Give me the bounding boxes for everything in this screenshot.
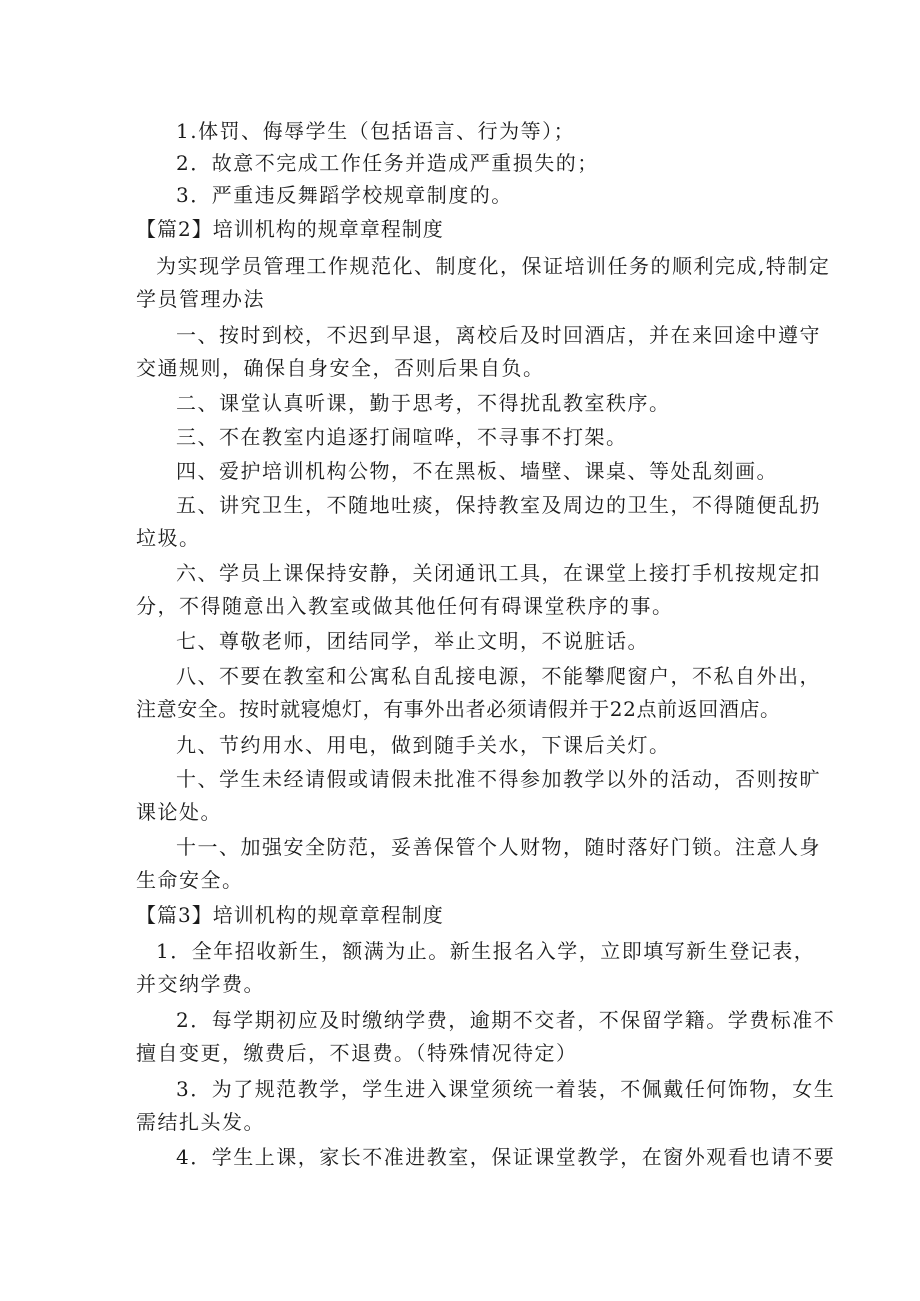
rule-item: 擅自变更，缴费后，不退费。（特殊情况待定） [136, 1041, 578, 1065]
rule-item: 课论处。 [136, 800, 222, 824]
rule-item: 1．全年招收新生，额满为止。新生报名入学，立即填写新生登记表， [156, 939, 816, 963]
rule-item: 交通规则，确保自身安全，否则后果自负。 [136, 356, 545, 380]
rule-item: 1.体罚、侮辱学生（包括语言、行为等）； [176, 119, 576, 143]
rule-item: 垃圾。 [136, 526, 201, 550]
rule-item: 九、节约用水、用电，做到随手关水，下课后关灯。 [176, 733, 671, 757]
rule-item: 八、不要在教室和公寓私自乱接电源，不能攀爬窗户，不私自外出， [176, 664, 821, 688]
rule-item: 并交纳学费。 [136, 972, 265, 996]
intro-paragraph: 学员管理办法 [136, 287, 265, 311]
rule-item: 十一、加强安全防范，妥善保管个人财物，随时落好门锁。注意人身 [176, 835, 821, 859]
rule-item: 3．严重违反舞蹈学校规章制度的。 [176, 183, 513, 207]
rule-item: 五、讲究卫生，不随地吐痰，保持教室及周边的卫生，不得随便乱扔 [176, 493, 821, 517]
rule-item: 生命安全。 [136, 868, 244, 892]
rule-item: 四、爱护培训机构公物，不在黑板、墙壁、课桌、等处乱刻画。 [176, 459, 778, 483]
rule-item: 六、学员上课保持安静，关闭通讯工具，在课堂上接打手机按规定扣 [176, 561, 821, 585]
rule-item: 二、课堂认真听课，勤于思考，不得扰乱教室秩序。 [176, 391, 671, 415]
rule-item: 分，不得随意出入教室或做其他任何有碍课堂秩序的事。 [136, 594, 674, 618]
rule-item: 3．为了规范教学，学生进入课堂须统一着装，不佩戴任何饰物，女生 [176, 1077, 836, 1101]
rule-item: 2．故意不完成工作任务并造成严重损失的； [176, 151, 599, 175]
section-heading: 【篇2】培训机构的规章章程制度 [136, 217, 444, 241]
intro-paragraph: 为实现学员管理工作规范化、制度化，保证培训任务的顺利完成,特制定 [156, 254, 831, 278]
rule-item: 一、按时到校，不迟到早退，离校后及时回酒店，并在来回途中遵守 [176, 323, 821, 347]
section-heading: 【篇3】培训机构的规章章程制度 [136, 903, 444, 927]
rule-item: 三、不在教室内追逐打闹喧哗，不寻事不打架。 [176, 425, 628, 449]
rule-item: 2．每学期初应及时缴纳学费，逾期不交者，不保留学籍。学费标准不 [176, 1008, 836, 1032]
rule-item: 4．学生上课，家长不准进教室，保证课堂教学，在窗外观看也请不要 [176, 1145, 836, 1169]
rule-item: 需结扎头发。 [136, 1110, 265, 1134]
rule-item: 七、尊敬老师，团结同学，举止文明，不说脏话。 [176, 629, 649, 653]
rule-item: 注意安全。按时就寝熄灯，有事外出者必须请假并于22点前返回酒店。 [136, 697, 781, 721]
rule-item: 十、学生未经请假或请假未批准不得参加教学以外的活动，否则按旷 [176, 767, 821, 791]
